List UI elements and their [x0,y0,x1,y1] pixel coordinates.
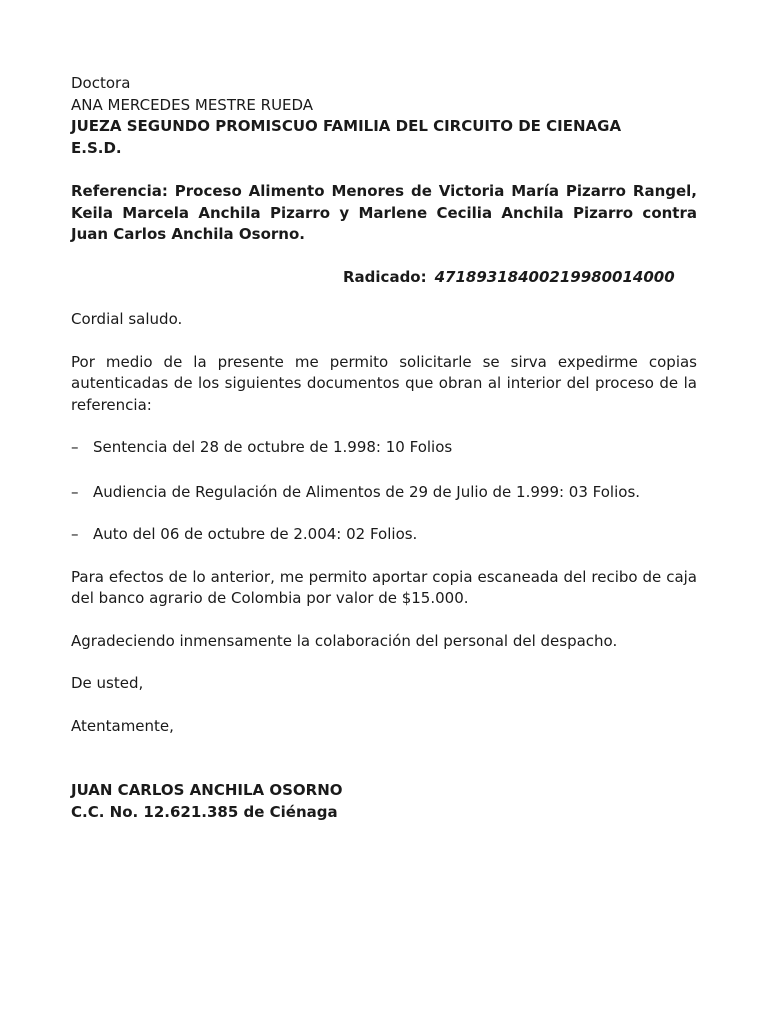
addressee-esd: E.S.D. [71,138,122,157]
list-dash: – [71,482,79,501]
payment-paragraph: Para efectos de lo anterior, me permito aportar copia escaneada del recibo de caja del banco agrario de Colombia por valor de $15.000. [71,567,697,607]
addressee-name: ANA MERCEDES MESTRE RUEDA [71,95,314,114]
request-paragraph: Por medio de la presente me permito solicitarle se sirva expedirme copias autenticadas de los siguientes documentos que obran al interior del proceso de la referencia: [71,352,697,414]
closing-de-usted: De usted, [71,674,144,692]
addressee-title: Doctora [71,74,131,92]
list-item [71,482,697,504]
thanks-paragraph: Agradeciendo inmensamente la colaboración del personal del despacho. [71,631,618,650]
addressee-position: JUEZA SEGUNDO PROMISCUO FAMILIA DEL CIRCUITO DE CIENAGA [71,117,622,135]
list-dash: – [71,525,79,543]
list-item [71,437,697,459]
reference-paragraph: Referencia: Proceso Alimento Menores de Victoria María Pizarro Rangel, Keila Marcela Anchila Pizarro y Marlene Cecilia Anchila Pizarro contra Juan Carlos Anchila Osorno. [71,182,697,243]
signature-id: C.C. No. 12.621.385 de Ciénaga [71,802,338,821]
closing-atentamente: Atentamente, [71,716,174,735]
list-item-text: Auto del 06 de octubre de 2.004: 02 Folios. [93,525,418,543]
radicado-number: 47189318400219980014000 [434,267,675,286]
greeting: Cordial saludo. [71,310,183,328]
list-dash: – [71,438,79,456]
radicado-label: Radicado: [343,267,427,286]
signature-block [71,780,697,823]
letter-page [71,73,697,823]
addressee-block [71,73,697,159]
list-item-text: Audiencia de Regulación de Alimentos de 29 de Julio de 1.999: 03 Folios. [93,482,641,501]
list-item-text: Sentencia del 28 de octubre de 1.998: 10 Folios [93,438,453,456]
list-item [71,524,697,546]
signature-name: JUAN CARLOS ANCHILA OSORNO [71,781,343,799]
radicado-line [71,267,697,289]
